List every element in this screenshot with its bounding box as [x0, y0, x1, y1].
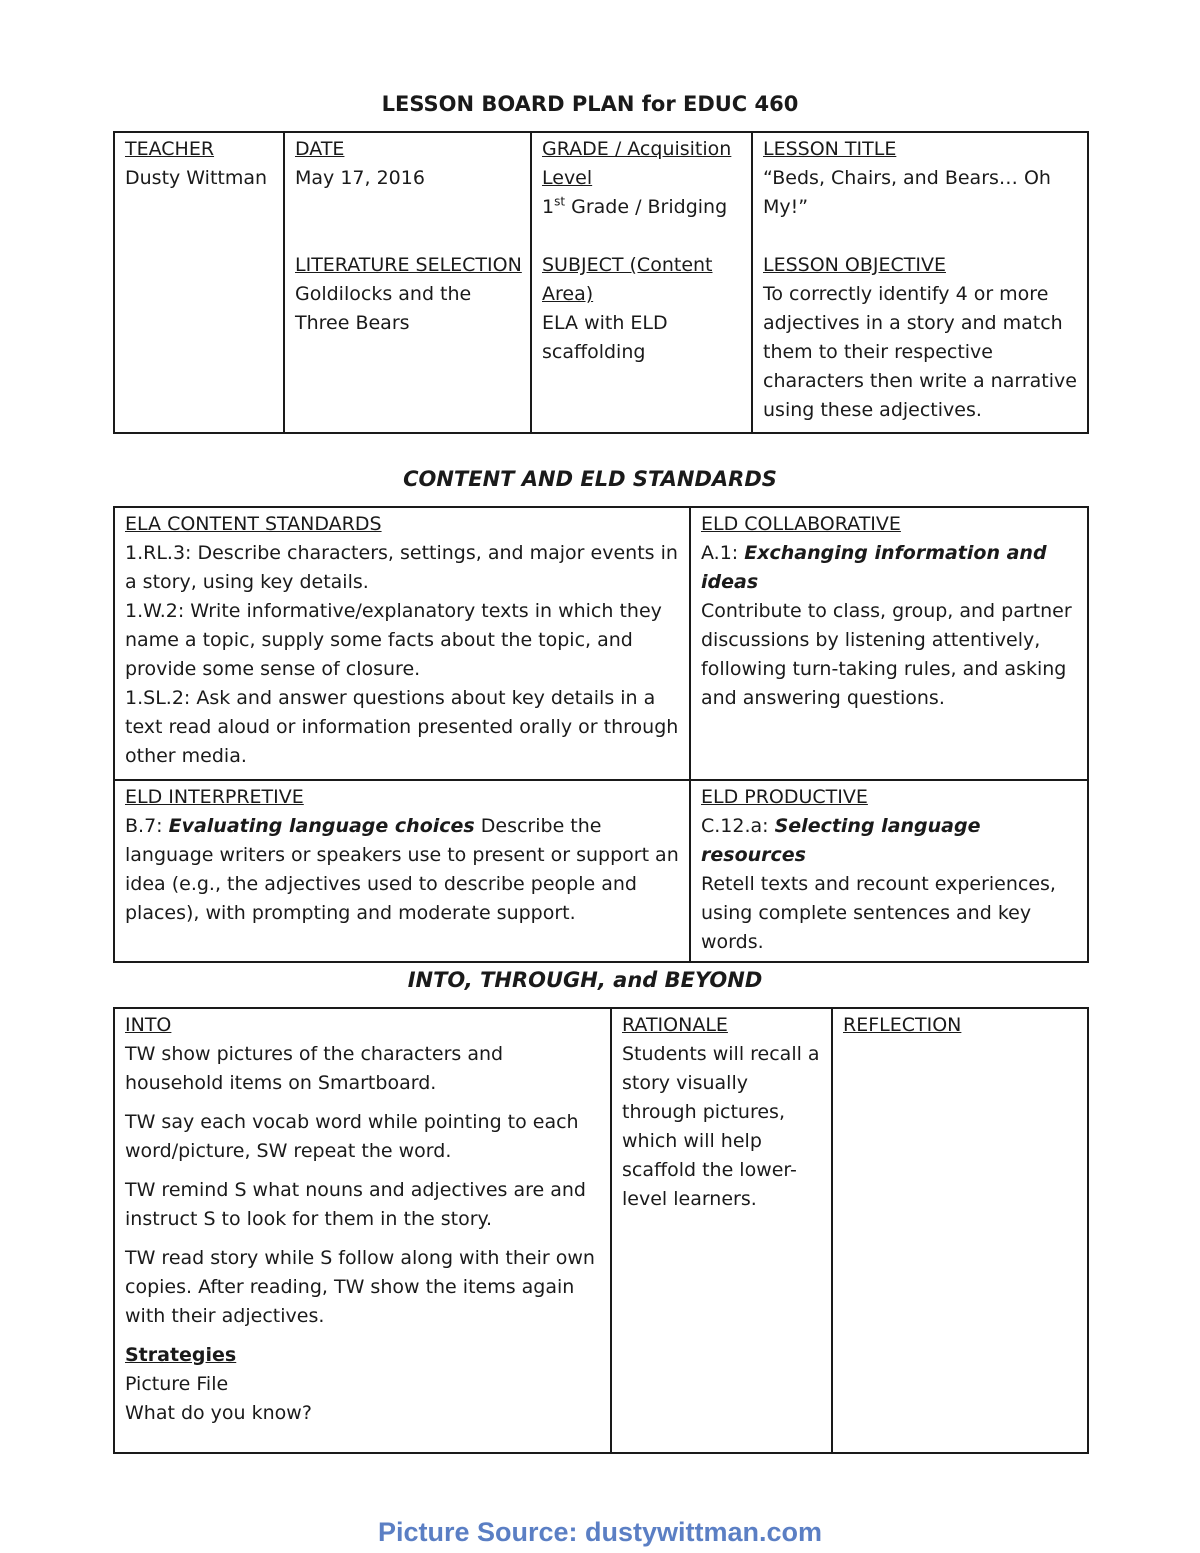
- into-through-beyond-table: [113, 1007, 1089, 1454]
- teacher-cell: [114, 132, 284, 433]
- lesson-info-table: [113, 131, 1089, 434]
- teacher-label: TEACHER: [125, 138, 215, 160]
- eld-collaborative-heading: [701, 539, 1081, 597]
- eld-interpretive-cell: [114, 780, 690, 962]
- eld-collaborative-cell: [690, 507, 1088, 780]
- eld-interpretive-label: ELD INTERPRETIVE: [125, 786, 304, 808]
- teacher-value: Dusty Wittman: [125, 167, 268, 189]
- grade-ordinal: st: [554, 194, 566, 209]
- into-step: TW show pictures of the characters and household items on Smartboard.: [125, 1043, 504, 1094]
- strategies-label: Strategies: [125, 1344, 237, 1366]
- literature-label: LITERATURE SELECTION: [295, 254, 522, 276]
- grade-text: Grade / Bridging: [565, 196, 728, 218]
- rationale-text: Students will recall a story visually through pictures, which will help scaffold the lower-level learners.: [622, 1043, 820, 1210]
- eld-collaborative-emphasis: Exchanging information and ideas: [701, 542, 1047, 593]
- date-literature-cell: [284, 132, 531, 433]
- standards-title: CONTENT AND ELD STANDARDS: [403, 467, 777, 491]
- itb-title: INTO, THROUGH, and BEYOND: [407, 968, 763, 992]
- eld-productive-text: Retell texts and recount experiences, using complete sentences and key words.: [701, 873, 1056, 953]
- objective-label: LESSON OBJECTIVE: [763, 254, 946, 276]
- eld-interpretive-emphasis: Evaluating language choices: [168, 815, 475, 837]
- ela-standard-item: 1.SL.2: Ask and answer questions about key details in a text read aloud or information presented orally or through other media.: [125, 687, 679, 767]
- ela-standards-cell: [114, 507, 690, 780]
- subject-label: SUBJECT (Content Area): [542, 254, 713, 305]
- ela-standard-item: 1.W.2: Write informative/explanatory texts in which they name a topic, supply some facts about the topic, and provide some sense of closure.: [125, 600, 662, 680]
- reflection-label: REFLECTION: [843, 1014, 962, 1036]
- grade-label: GRADE / Acquisition Level: [542, 138, 732, 189]
- date-label: DATE: [295, 138, 345, 160]
- standards-table: [113, 506, 1089, 963]
- into-step: TW say each vocab word while pointing to each word/picture, SW repeat the word.: [125, 1111, 579, 1162]
- reflection-cell: [832, 1008, 1088, 1453]
- into-step: TW remind S what nouns and adjectives are and instruct S to look for them in the story.: [125, 1179, 586, 1230]
- lesson-title-label: LESSON TITLE: [763, 138, 897, 160]
- eld-productive-label: ELD PRODUCTIVE: [701, 786, 868, 808]
- picture-source-caption: Picture Source: dustywittman.com: [377, 1517, 823, 1547]
- eld-interpretive-code: B.7:: [125, 815, 169, 837]
- subject-value: ELA with ELD scaffolding: [542, 312, 668, 363]
- eld-productive-heading: [701, 812, 1081, 870]
- date-value: May 17, 2016: [295, 167, 425, 189]
- ela-standard-item: 1.RL.3: Describe characters, settings, and major events in a story, using key details.: [125, 542, 678, 593]
- rationale-cell: [611, 1008, 832, 1453]
- title-objective-cell: [752, 132, 1088, 433]
- into-step: TW read story while S follow along with their own copies. After reading, TW show the items again with their adjectives.: [125, 1247, 595, 1327]
- literature-value: Goldilocks and the Three Bears: [295, 283, 472, 334]
- grade-number: 1: [542, 196, 555, 218]
- rationale-label: RATIONALE: [622, 1014, 728, 1036]
- lesson-title-value: “Beds, Chairs, and Bears… Oh My!”: [763, 167, 1051, 218]
- document-title: LESSON BOARD PLAN for EDUC 460: [381, 92, 799, 116]
- eld-interpretive-text-block: [125, 812, 683, 928]
- ela-standards-label: ELA CONTENT STANDARDS: [125, 513, 382, 535]
- strategy-item: What do you know?: [125, 1402, 312, 1424]
- grade-subject-cell: [531, 132, 752, 433]
- eld-collaborative-code: A.1:: [701, 542, 745, 564]
- eld-productive-code: C.12.a:: [701, 815, 775, 837]
- into-cell: [114, 1008, 611, 1453]
- eld-collaborative-label: ELD COLLABORATIVE: [701, 513, 901, 535]
- objective-value: To correctly identify 4 or more adjectives in a story and match them to their respective characters then write a narrative using these adjectives.: [763, 283, 1077, 421]
- into-label: INTO: [125, 1014, 172, 1036]
- eld-interpretive-text: Describe the language writers or speakers use to present or support an idea (e.g., the adjectives used to describe people and places), with prompting and moderate support.: [125, 815, 679, 924]
- strategy-item: Picture File: [125, 1373, 229, 1395]
- grade-value: [542, 193, 745, 222]
- eld-productive-emphasis: Selecting language resources: [701, 815, 981, 866]
- eld-collaborative-text: Contribute to class, group, and partner discussions by listening attentively, following turn-taking rules, and asking and answering questions.: [701, 600, 1072, 709]
- eld-productive-cell: [690, 780, 1088, 962]
